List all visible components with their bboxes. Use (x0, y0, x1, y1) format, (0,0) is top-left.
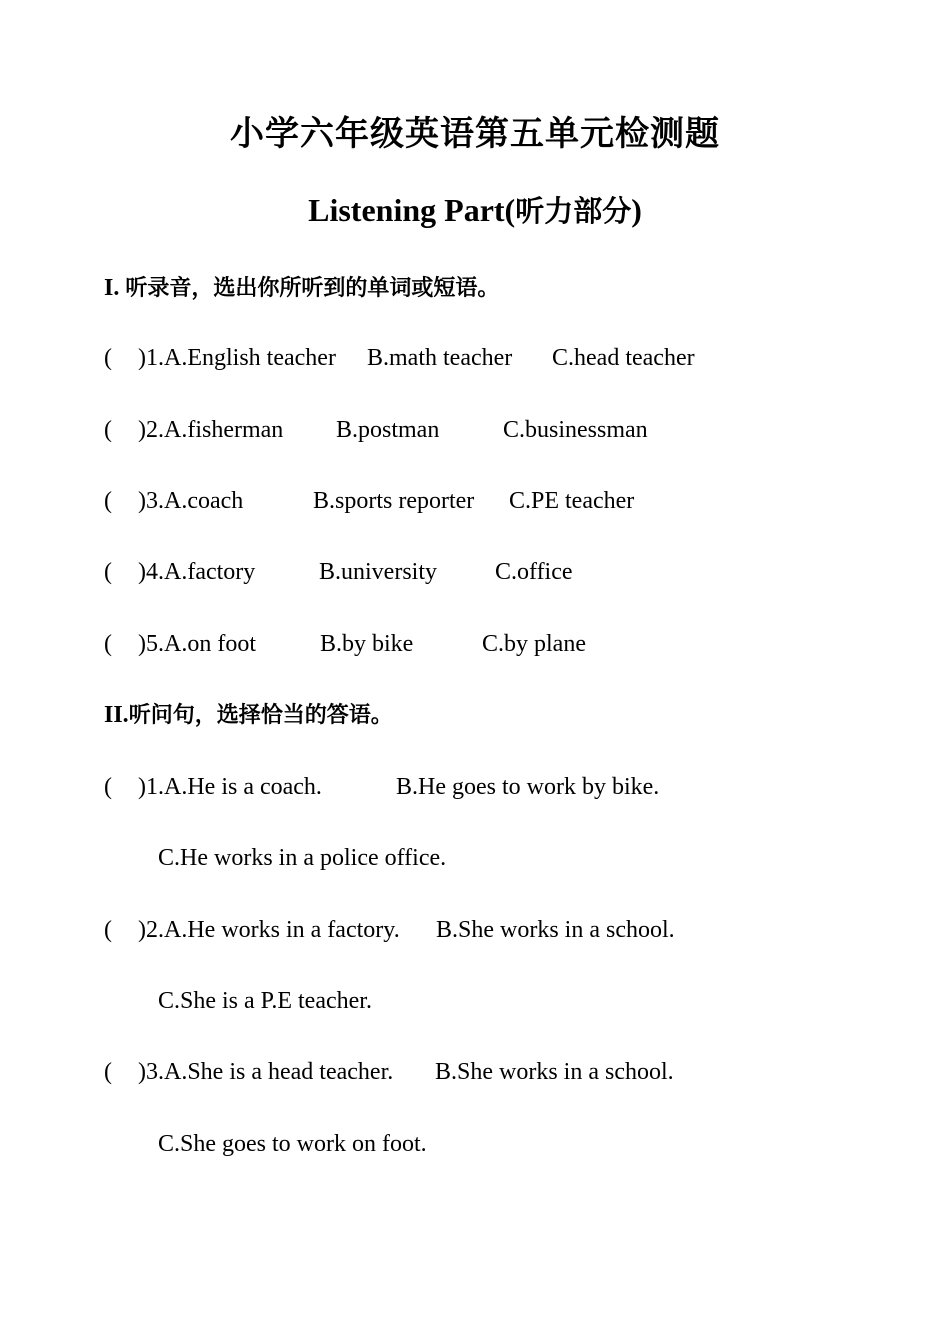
option-c: C.PE teacher (509, 488, 635, 514)
option-b: B.He goes to work by bike. (396, 774, 660, 800)
option-c: C.businessman (503, 417, 648, 443)
section-1-heading (104, 272, 499, 305)
section-1-number: I. (104, 275, 126, 301)
page-subtitle (0, 190, 950, 231)
question-number: )3. (138, 488, 164, 514)
answer-blank[interactable]: ( (104, 631, 112, 657)
subtitle-english: Listening Part( (308, 192, 516, 228)
option-a: A.on foot (164, 631, 256, 657)
option-a: A.He works in a factory. (164, 917, 400, 943)
option-a: A.She is a head teacher. (164, 1059, 394, 1085)
section-2-instruction: 听问句，选择恰当的答语。 (128, 703, 393, 728)
option-a: A.factory (164, 559, 256, 585)
option-a: A.English teacher (164, 345, 336, 371)
option-b: B.university (319, 559, 437, 585)
option-a: A.coach (164, 488, 244, 514)
answer-blank[interactable]: ( (104, 488, 112, 514)
answer-blank[interactable]: ( (104, 417, 112, 443)
option-b: B.sports reporter (313, 488, 475, 514)
answer-blank[interactable]: ( (104, 345, 112, 371)
answer-blank[interactable]: ( (104, 917, 112, 943)
s2-question-2-option-c: C.She is a P.E teacher. (158, 988, 372, 1014)
s2-question-3-option-c: C.She goes to work on foot. (158, 1131, 427, 1157)
option-a: A.He is a coach. (164, 774, 322, 800)
option-a: A.fisherman (164, 417, 284, 443)
option-c: C.by plane (482, 631, 586, 657)
option-b: B.by bike (320, 631, 414, 657)
page-title: 小学六年级英语第五单元检测题 (230, 114, 720, 154)
section-2-number: II. (104, 702, 129, 728)
option-c: C.head teacher (552, 345, 695, 371)
answer-blank[interactable]: ( (104, 1059, 112, 1085)
question-number: )2. (138, 917, 164, 943)
s2-question-1-option-c: C.He works in a police office. (158, 845, 447, 871)
option-b: B.postman (336, 417, 440, 443)
option-b: B.She works in a school. (435, 1059, 674, 1085)
question-number: )2. (138, 417, 164, 443)
question-number: )4. (138, 559, 164, 585)
option-b: B.math teacher (367, 345, 513, 371)
question-number: )3. (138, 1059, 164, 1085)
question-number: )1. (138, 345, 164, 371)
answer-blank[interactable]: ( (104, 559, 112, 585)
question-number: )1. (138, 774, 164, 800)
option-b: B.She works in a school. (436, 917, 675, 943)
subtitle-chinese: 听力部分 (515, 194, 632, 228)
subtitle-close-paren: ) (631, 192, 642, 228)
option-c: C.office (495, 559, 573, 585)
section-1-instruction: 听录音，选出你所听到的单词或短语。 (125, 276, 500, 301)
section-2-heading (104, 699, 393, 732)
answer-blank[interactable]: ( (104, 774, 112, 800)
question-number: )5. (138, 631, 164, 657)
